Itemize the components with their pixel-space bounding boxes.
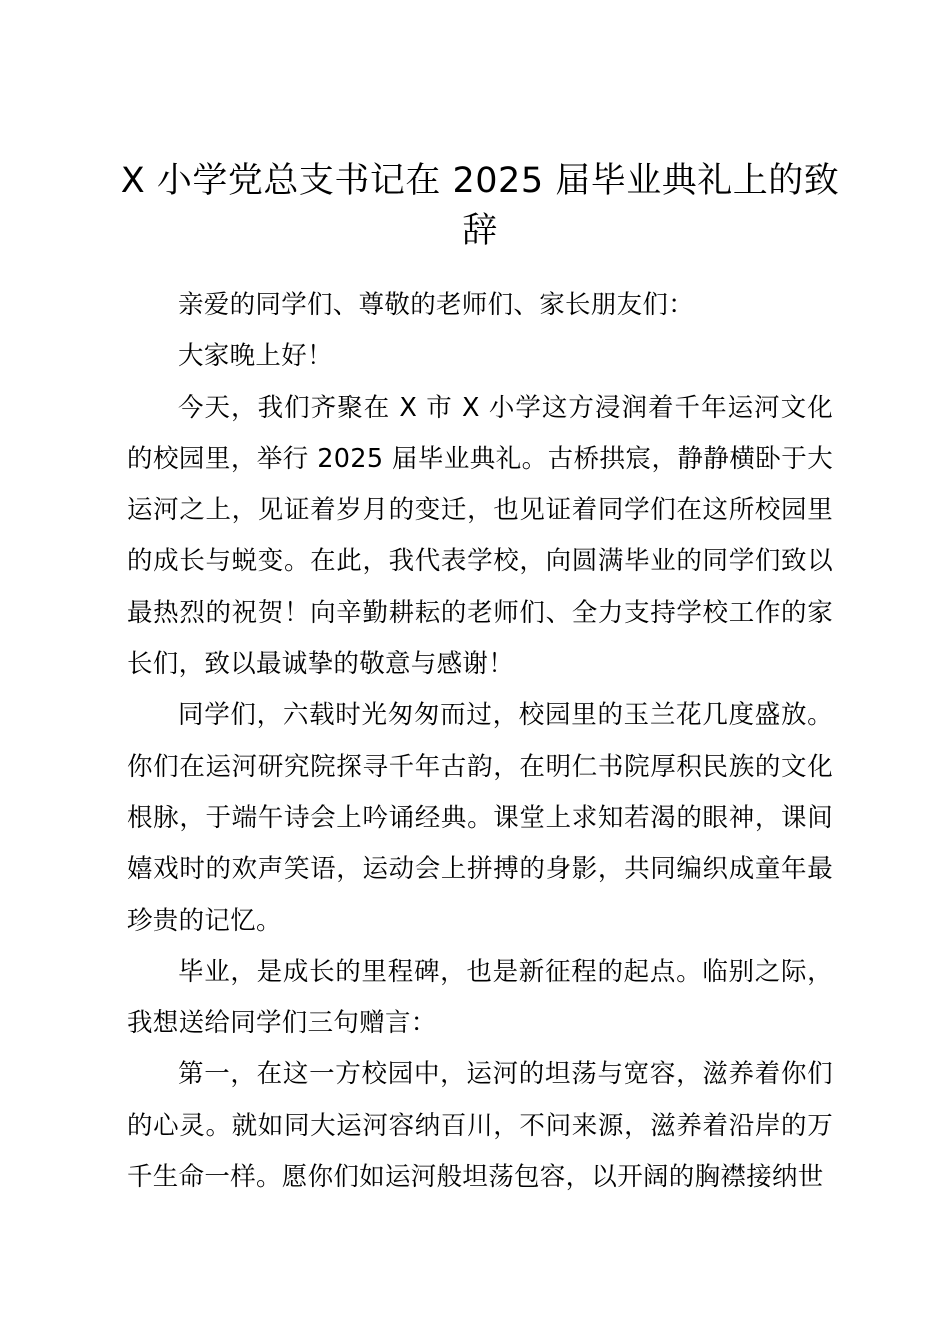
paragraph-salutation: 大家晚上好！ <box>178 341 333 372</box>
paragraph-opening: 今天，我们齐聚在 X 市 X 小学这方浸润着千年运河文化的校园里，举行 2025 届毕业典礼。古桥拱宸，静静横卧于大运河之上，见证着岁月的变迁，也见证着同学们在这所校园里的成长与蜕变。在此，我代表学校，向圆满毕业的同学们致以最热烈的祝贺！向辛勤耕耘的老师们、全力支持学校工作的家长们，致以最诚挚的敬意与感谢！ <box>127 392 833 680</box>
paragraph-memories: 同学们，六载时光匆匆而过，校园里的玉兰花几度盛放。你们在运河研究院探寻千年古韵，在明仁书院厚积民族的文化根脉，于端午诗会上吟诵经典。课堂上求知若渴的眼神，课间嬉戏时的欢声笑语，运动会上拼搏的身影，共同编织成童年最珍贵的记忆。 <box>127 700 833 936</box>
paragraph-greeting: 亲爱的同学们、尊敬的老师们、家长朋友们： <box>178 290 695 320</box>
paragraph-first-advice: 第一，在这一方校园中，运河的坦荡与宽容，滋养着你们的心灵。就如同大运河容纳百川，不问来源，滋养着沿岸的万千生命一样。愿你们如运河般坦荡包容，以开阔的胸襟接纳世 <box>127 1059 833 1193</box>
document-title: X 小学党总支书记在 2025 届毕业典礼上的致辞 <box>120 161 840 251</box>
paragraph-farewell: 毕业，是成长的里程碑，也是新征程的起点。临别之际，我想送给同学们三句赠言： <box>127 956 833 1039</box>
document-body <box>127 280 833 1203</box>
